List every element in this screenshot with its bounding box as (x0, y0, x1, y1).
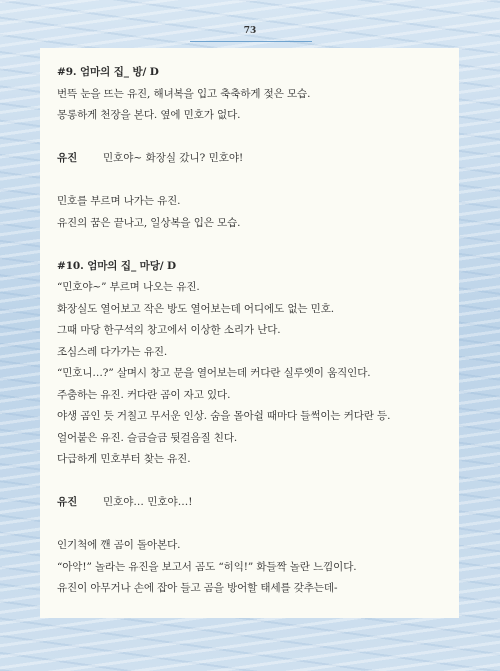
speaker-name: 유진 (57, 152, 78, 164)
speaker-name: 유진 (57, 496, 78, 508)
scene-heading-9: #9. 엄마의 집_ 방/ D (57, 66, 159, 78)
action-line: 그때 마당 한구석의 창고에서 이상한 소리가 난다. (57, 324, 281, 336)
action-line: 조심스레 다가가는 유진. (57, 345, 168, 358)
action-line: 화장실도 열어보고 작은 방도 열어보는데 어디에도 없는 민호. (57, 302, 334, 315)
blank-line (57, 471, 452, 493)
blank-line (57, 514, 452, 536)
action-line: “민호야~” 부르며 나오는 유진. (57, 281, 200, 293)
page-number: 73 (243, 26, 257, 36)
action-line: 민호를 부르며 나가는 유진. (57, 195, 181, 207)
blank-line (57, 170, 452, 192)
action-line: 얼어붙은 유진. 슬금슬금 뒷걸음질 친다. (57, 431, 238, 444)
dialogue-text: 민호야… 민호야…! (103, 496, 193, 508)
action-line: 인기척에 깬 곰이 돌아본다. (57, 539, 181, 551)
action-line: “민호니…?” 살며시 창고 문을 열어보는데 커다란 실루엣이 움직인다. (57, 367, 371, 379)
script-page (40, 48, 459, 618)
script-content (57, 62, 452, 600)
dialogue-block (57, 148, 452, 170)
action-line: 몽롱하게 천장을 본다. 옆에 민호가 없다. (57, 109, 241, 121)
dialogue-block (57, 492, 452, 514)
action-line: 유진의 꿈은 끝나고, 일상복을 입은 모습. (57, 216, 241, 229)
action-line: “아악!” 놀라는 유진을 보고서 곰도 “히익!” 화들짝 놀란 느낌이다. (57, 560, 357, 573)
page-number-rule (190, 41, 312, 42)
action-line: 유진이 아무거나 손에 잡아 들고 곰을 방어할 태세를 갖추는데- (57, 582, 338, 594)
scene-heading-10: #10. 엄마의 집_ 마당/ D (57, 259, 177, 272)
blank-line (57, 234, 452, 256)
action-line: 주춤하는 유진. 커다란 곰이 자고 있다. (57, 388, 231, 401)
blank-line (57, 127, 452, 149)
action-line: 다급하게 민호부터 찾는 유진. (57, 453, 191, 465)
dialogue-text: 민호야~ 화장실 갔니? 민호야! (103, 152, 244, 164)
action-line: 번뜩 눈을 뜨는 유진, 해녀복을 입고 축축하게 젖은 모습. (57, 87, 311, 100)
action-line: 야생 곰인 듯 거칠고 무서운 인상. 숨을 몰아쉴 때마다 들썩이는 커다란 등. (57, 410, 391, 422)
